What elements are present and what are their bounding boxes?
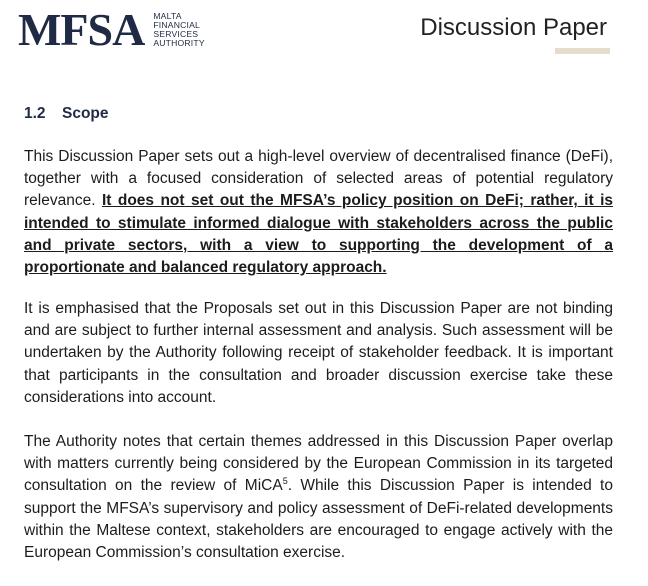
logo-line: SERVICES xyxy=(153,29,199,39)
header-accent-bar xyxy=(555,48,610,54)
footnote-marker[interactable]: 5 xyxy=(282,476,288,487)
paragraph-text: . While this Discussion Paper is intended to support the MFSA’s supervisory and policy assessment of DeFi-related developments within the Maltese context, stakeholders are encouraged to engage actively with the European Commission’s consultation exercise. xyxy=(24,477,613,562)
paragraph-text: It is emphasised that the Proposals set out in this Discussion Paper are not binding and are subject to further internal assessment and analysis. Such assessment will be undertaken by the Authority following receipt of stakeholder feedback. It is important that participants in the consultation and broader discussion exercise take these considerations into account. xyxy=(24,300,613,406)
paragraph-mica-overlap xyxy=(24,431,613,564)
paragraph-text: The Authority notes that certain themes addressed in this Discussion Paper overlap with matters currently being considered by the European Commission in its targeted consultation on the review of MiCA xyxy=(24,433,613,495)
section-title: Scope xyxy=(62,105,109,122)
logo-line: FINANCIAL xyxy=(153,20,201,30)
logo-line: MALTA xyxy=(153,11,182,21)
logo-wordmark: MFSA xyxy=(18,4,145,55)
document-title: Discussion Paper xyxy=(420,14,607,41)
paragraph-scope-overview xyxy=(24,146,613,279)
section-heading xyxy=(24,105,109,123)
emphasized-policy-statement: It does not set out the MFSA’s policy position on DeFi; rather, it is intended to stimulate informed dialogue with stakeholders across the public and private sectors, with a view to supporting the development of a proportionate and balanced regulatory approach. xyxy=(24,192,613,277)
paragraph-text: This Discussion Paper sets out a high-level overview of decentralised finance (DeFi), together with a focused consideration of selected areas of potential regulatory relevance. xyxy=(24,148,613,210)
mfsa-logo xyxy=(18,4,205,55)
section-number: 1.2 xyxy=(24,105,46,122)
paragraph-proposals-not-binding xyxy=(24,298,613,409)
logo-line: AUTHORITY xyxy=(153,38,205,48)
logo-tagline xyxy=(153,12,204,48)
